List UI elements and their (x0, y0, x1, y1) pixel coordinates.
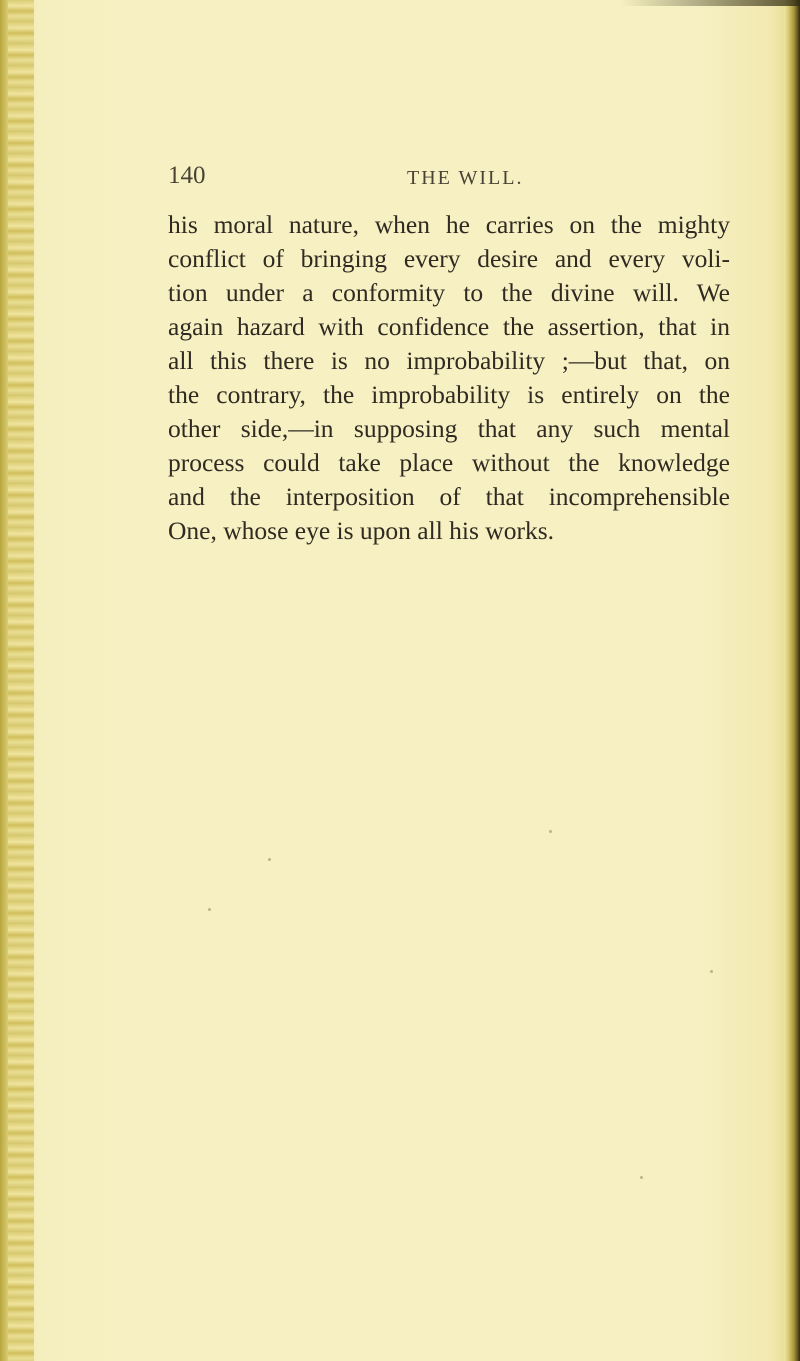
text-line: and the interposition of that incomprehensible (168, 482, 730, 511)
binding-shadow (0, 0, 8, 1361)
paper-speck (640, 1176, 643, 1179)
text-line: tion under a conformity to the divine will. We (168, 278, 730, 307)
text-line: conflict of bringing every desire and every voli- (168, 244, 730, 273)
page-top-edge (620, 0, 800, 6)
page-right-edge (784, 0, 800, 1361)
page-number: 140 (168, 162, 206, 189)
text-line: all this there is no improbability ;—but that, on (168, 346, 730, 375)
text-line: his moral nature, when he carries on the mighty (168, 210, 730, 239)
paper-speck (208, 908, 211, 911)
paper-speck (549, 830, 552, 833)
body-text (168, 208, 730, 548)
text-line: again hazard with confidence the assertion, that in (168, 312, 730, 341)
running-head: THE WILL. (407, 167, 524, 189)
page-header (168, 162, 748, 192)
paper-speck (268, 858, 271, 861)
paper-speck (710, 970, 713, 973)
text-line: process could take place without the knowledge (168, 448, 730, 477)
text-line: other side,—in supposing that any such mental (168, 414, 730, 443)
text-line: One, whose eye is upon all his works. (168, 516, 554, 545)
text-line: the contrary, the improbability is entirely on the (168, 380, 730, 409)
